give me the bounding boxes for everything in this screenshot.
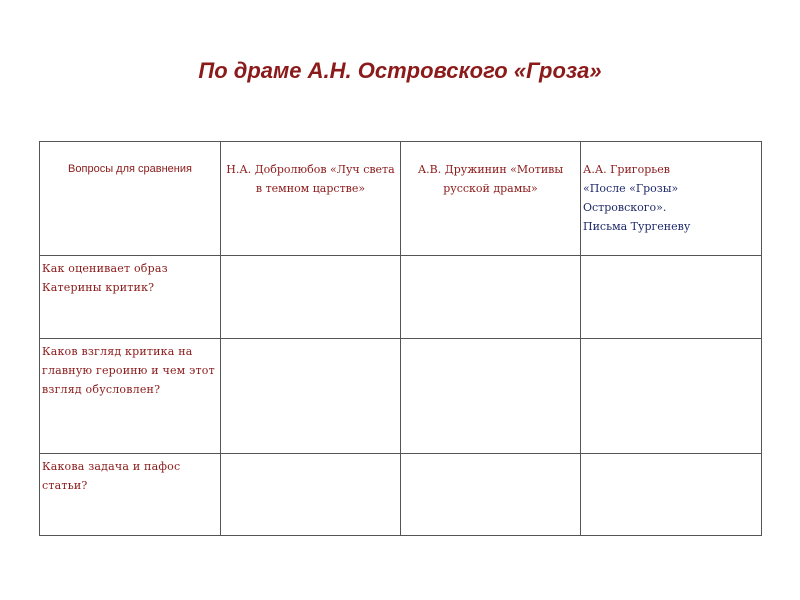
question-text: Какова задача и пафос статьи? <box>42 460 181 492</box>
question-text: Каков взгляд критика на главную героиню и чем этот взгляд обусловлен? <box>42 345 215 396</box>
header-cell <box>401 142 581 256</box>
header-grigoriev-line: А.А. Григорьев <box>583 163 670 176</box>
empty-cell <box>581 339 762 454</box>
table-header-row <box>40 142 762 256</box>
comparison-table <box>39 141 762 536</box>
empty-cell <box>401 256 581 339</box>
header-grigoriev-line: Письма Тургеневу <box>583 220 691 233</box>
page-title: По драме А.Н. Островского «Гроза» <box>198 58 602 83</box>
table-row <box>40 454 762 536</box>
empty-cell <box>401 339 581 454</box>
empty-cell <box>221 454 401 536</box>
header-grigoriev-line: «После «Грозы» Островского». <box>583 182 679 214</box>
header-grigoriev <box>581 142 761 236</box>
header-dobrolyubov: Н.А. Добролюбов «Луч света в темном царстве» <box>226 163 395 195</box>
header-cell <box>581 142 762 256</box>
empty-cell <box>221 256 401 339</box>
question-cell <box>40 339 221 454</box>
header-druzhinin: А.В. Дружинин «Мотивы русской драмы» <box>417 163 564 195</box>
question-cell <box>40 454 221 536</box>
header-cell <box>221 142 401 256</box>
empty-cell <box>581 256 762 339</box>
question-cell <box>40 256 221 339</box>
table-row <box>40 256 762 339</box>
header-cell <box>40 142 221 256</box>
empty-cell <box>401 454 581 536</box>
table-row <box>40 339 762 454</box>
empty-cell <box>581 454 762 536</box>
question-text: Как оценивает образ Катерины критик? <box>42 262 168 294</box>
header-questions: Вопросы для сравнения <box>68 163 192 175</box>
empty-cell <box>221 339 401 454</box>
